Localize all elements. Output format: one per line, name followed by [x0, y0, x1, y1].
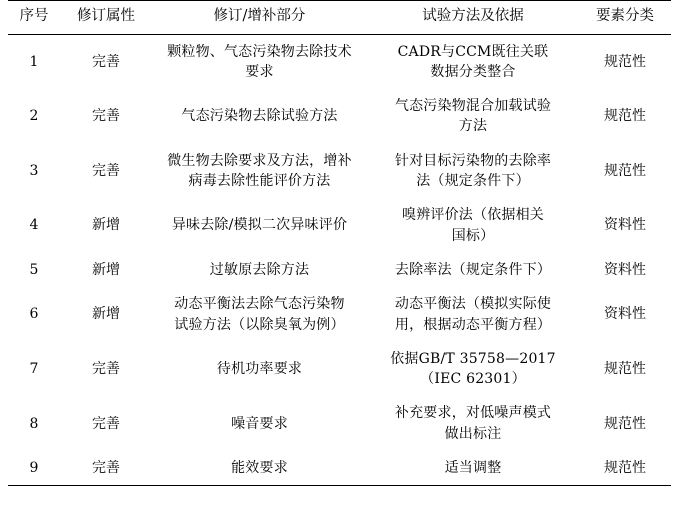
text-line: 规范性 [604, 360, 646, 377]
text-line: 要素分类 [596, 8, 654, 24]
text-line: 去除率法（规定条件下） [394, 261, 552, 278]
text-line: 噪音要求 [231, 415, 288, 432]
table-body [8, 34, 671, 486]
text-line: 过敏原去除方法 [209, 261, 310, 278]
text-line: 完善 [92, 108, 120, 125]
text-line: 2 [29, 108, 39, 125]
cell-method [367, 451, 579, 486]
text-line: 4 [29, 217, 39, 234]
table-row [8, 89, 671, 144]
cell-class [579, 451, 671, 486]
cell-class [579, 396, 671, 451]
cell-attribute [60, 342, 152, 397]
text-line: 适当调整 [444, 460, 502, 477]
cell-method [367, 396, 579, 451]
cell-attribute [60, 198, 152, 253]
cell-attribute [60, 253, 152, 287]
column-header-part [152, 1, 367, 35]
text-line: 修订/增补部分 [213, 8, 306, 24]
cell-no [8, 144, 60, 199]
text-line: 能效要求 [231, 460, 288, 477]
text-line: 完善 [92, 415, 120, 432]
text-line: 新增 [92, 261, 120, 278]
cell-attribute [60, 144, 152, 199]
cell-attribute [60, 89, 152, 144]
text-line: 规范性 [604, 460, 646, 477]
text-line: 法（规定条件下） [416, 173, 530, 190]
table-row [8, 396, 671, 451]
cell-class [579, 144, 671, 199]
text-line: 嗅辨评价法（依据相关 [402, 207, 544, 224]
cell-class [579, 89, 671, 144]
cell-class [579, 198, 671, 253]
text-line: 依据GB/T 35758—2017 [390, 350, 556, 367]
text-line: 动态平衡法（模拟实际使 [394, 296, 552, 313]
cell-part [152, 253, 367, 287]
text-line: 规范性 [604, 162, 646, 179]
text-line: CADR与CCM既往关联 [397, 43, 549, 60]
cell-part [152, 144, 367, 199]
column-header-method [367, 1, 579, 35]
text-line: 6 [29, 306, 39, 323]
cell-class [579, 34, 671, 89]
text-line: 气态污染物去除试验方法 [181, 108, 338, 125]
text-line: 待机功率要求 [216, 360, 303, 377]
cell-class [579, 287, 671, 342]
text-line: 5 [29, 261, 39, 278]
table-row [8, 144, 671, 199]
table-row [8, 198, 671, 253]
cell-part [152, 34, 367, 89]
revision-table [8, 0, 671, 486]
text-line: 补充要求，对低噪声模式 [394, 405, 552, 422]
cell-part [152, 342, 367, 397]
cell-class [579, 253, 671, 287]
cell-method [367, 34, 579, 89]
text-line: 3 [29, 162, 39, 179]
table-row [8, 287, 671, 342]
text-line: 试验方法及依据 [422, 8, 524, 24]
table-row [8, 451, 671, 486]
text-line: 9 [29, 460, 39, 477]
text-line: 新增 [92, 217, 120, 234]
cell-part [152, 89, 367, 144]
text-line: 微生物去除要求及方法，增补 [167, 152, 352, 169]
table-row [8, 253, 671, 287]
cell-attribute [60, 451, 152, 486]
table-header [8, 1, 671, 35]
text-line: 完善 [92, 162, 120, 179]
text-line: 1 [29, 53, 39, 70]
text-line: 针对目标污染物的去除率 [394, 152, 552, 169]
cell-attribute [60, 396, 152, 451]
cell-no [8, 396, 60, 451]
text-line: 规范性 [604, 108, 646, 125]
text-line: 颗粒物、气态污染物去除技术 [167, 43, 352, 60]
cell-no [8, 451, 60, 486]
cell-no [8, 89, 60, 144]
cell-method [367, 144, 579, 199]
text-line: 异味去除/模拟二次异味评价 [171, 217, 348, 234]
cell-method [367, 253, 579, 287]
cell-method [367, 89, 579, 144]
text-line: 气态污染物混合加载试验 [394, 98, 552, 115]
cell-part [152, 198, 367, 253]
column-header-no [8, 1, 60, 35]
text-line: 做出标注 [444, 425, 502, 442]
text-line: 序号 [19, 8, 49, 24]
cell-no [8, 253, 60, 287]
cell-class [579, 342, 671, 397]
text-line: 用，根据动态平衡方程） [394, 316, 552, 333]
text-line: 国标） [451, 227, 495, 244]
table-row [8, 34, 671, 89]
column-header-class [579, 1, 671, 35]
text-line: 数据分类整合 [430, 63, 516, 80]
text-line: 资料性 [604, 217, 646, 234]
text-line: 资料性 [604, 306, 646, 323]
cell-no [8, 198, 60, 253]
cell-method [367, 198, 579, 253]
text-line: 动态平衡法去除气态污染物 [174, 296, 345, 313]
cell-no [8, 287, 60, 342]
cell-part [152, 451, 367, 486]
cell-part [152, 287, 367, 342]
cell-method [367, 342, 579, 397]
table-row [8, 342, 671, 397]
cell-method [367, 287, 579, 342]
text-line: 规范性 [604, 53, 646, 70]
cell-attribute [60, 34, 152, 89]
column-header-attribute [60, 1, 152, 35]
text-line: 资料性 [604, 261, 646, 278]
text-line: 新增 [92, 306, 120, 323]
cell-attribute [60, 287, 152, 342]
text-line: 7 [29, 360, 39, 377]
cell-part [152, 396, 367, 451]
cell-no [8, 342, 60, 397]
text-line: 规范性 [604, 415, 646, 432]
text-line: 试验方法（以除臭氧为例） [174, 316, 345, 333]
text-line: 要求 [245, 63, 274, 80]
text-line: 修订属性 [77, 8, 135, 24]
text-line: 病毒去除性能评价方法 [188, 173, 331, 190]
text-line: 完善 [92, 53, 120, 70]
table-header-row [8, 1, 671, 35]
text-line: 方法 [458, 118, 488, 135]
text-line: （IEC 62301） [420, 371, 526, 388]
text-line: 8 [29, 415, 39, 432]
cell-no [8, 34, 60, 89]
text-line: 完善 [92, 360, 120, 377]
text-line: 完善 [92, 460, 120, 477]
